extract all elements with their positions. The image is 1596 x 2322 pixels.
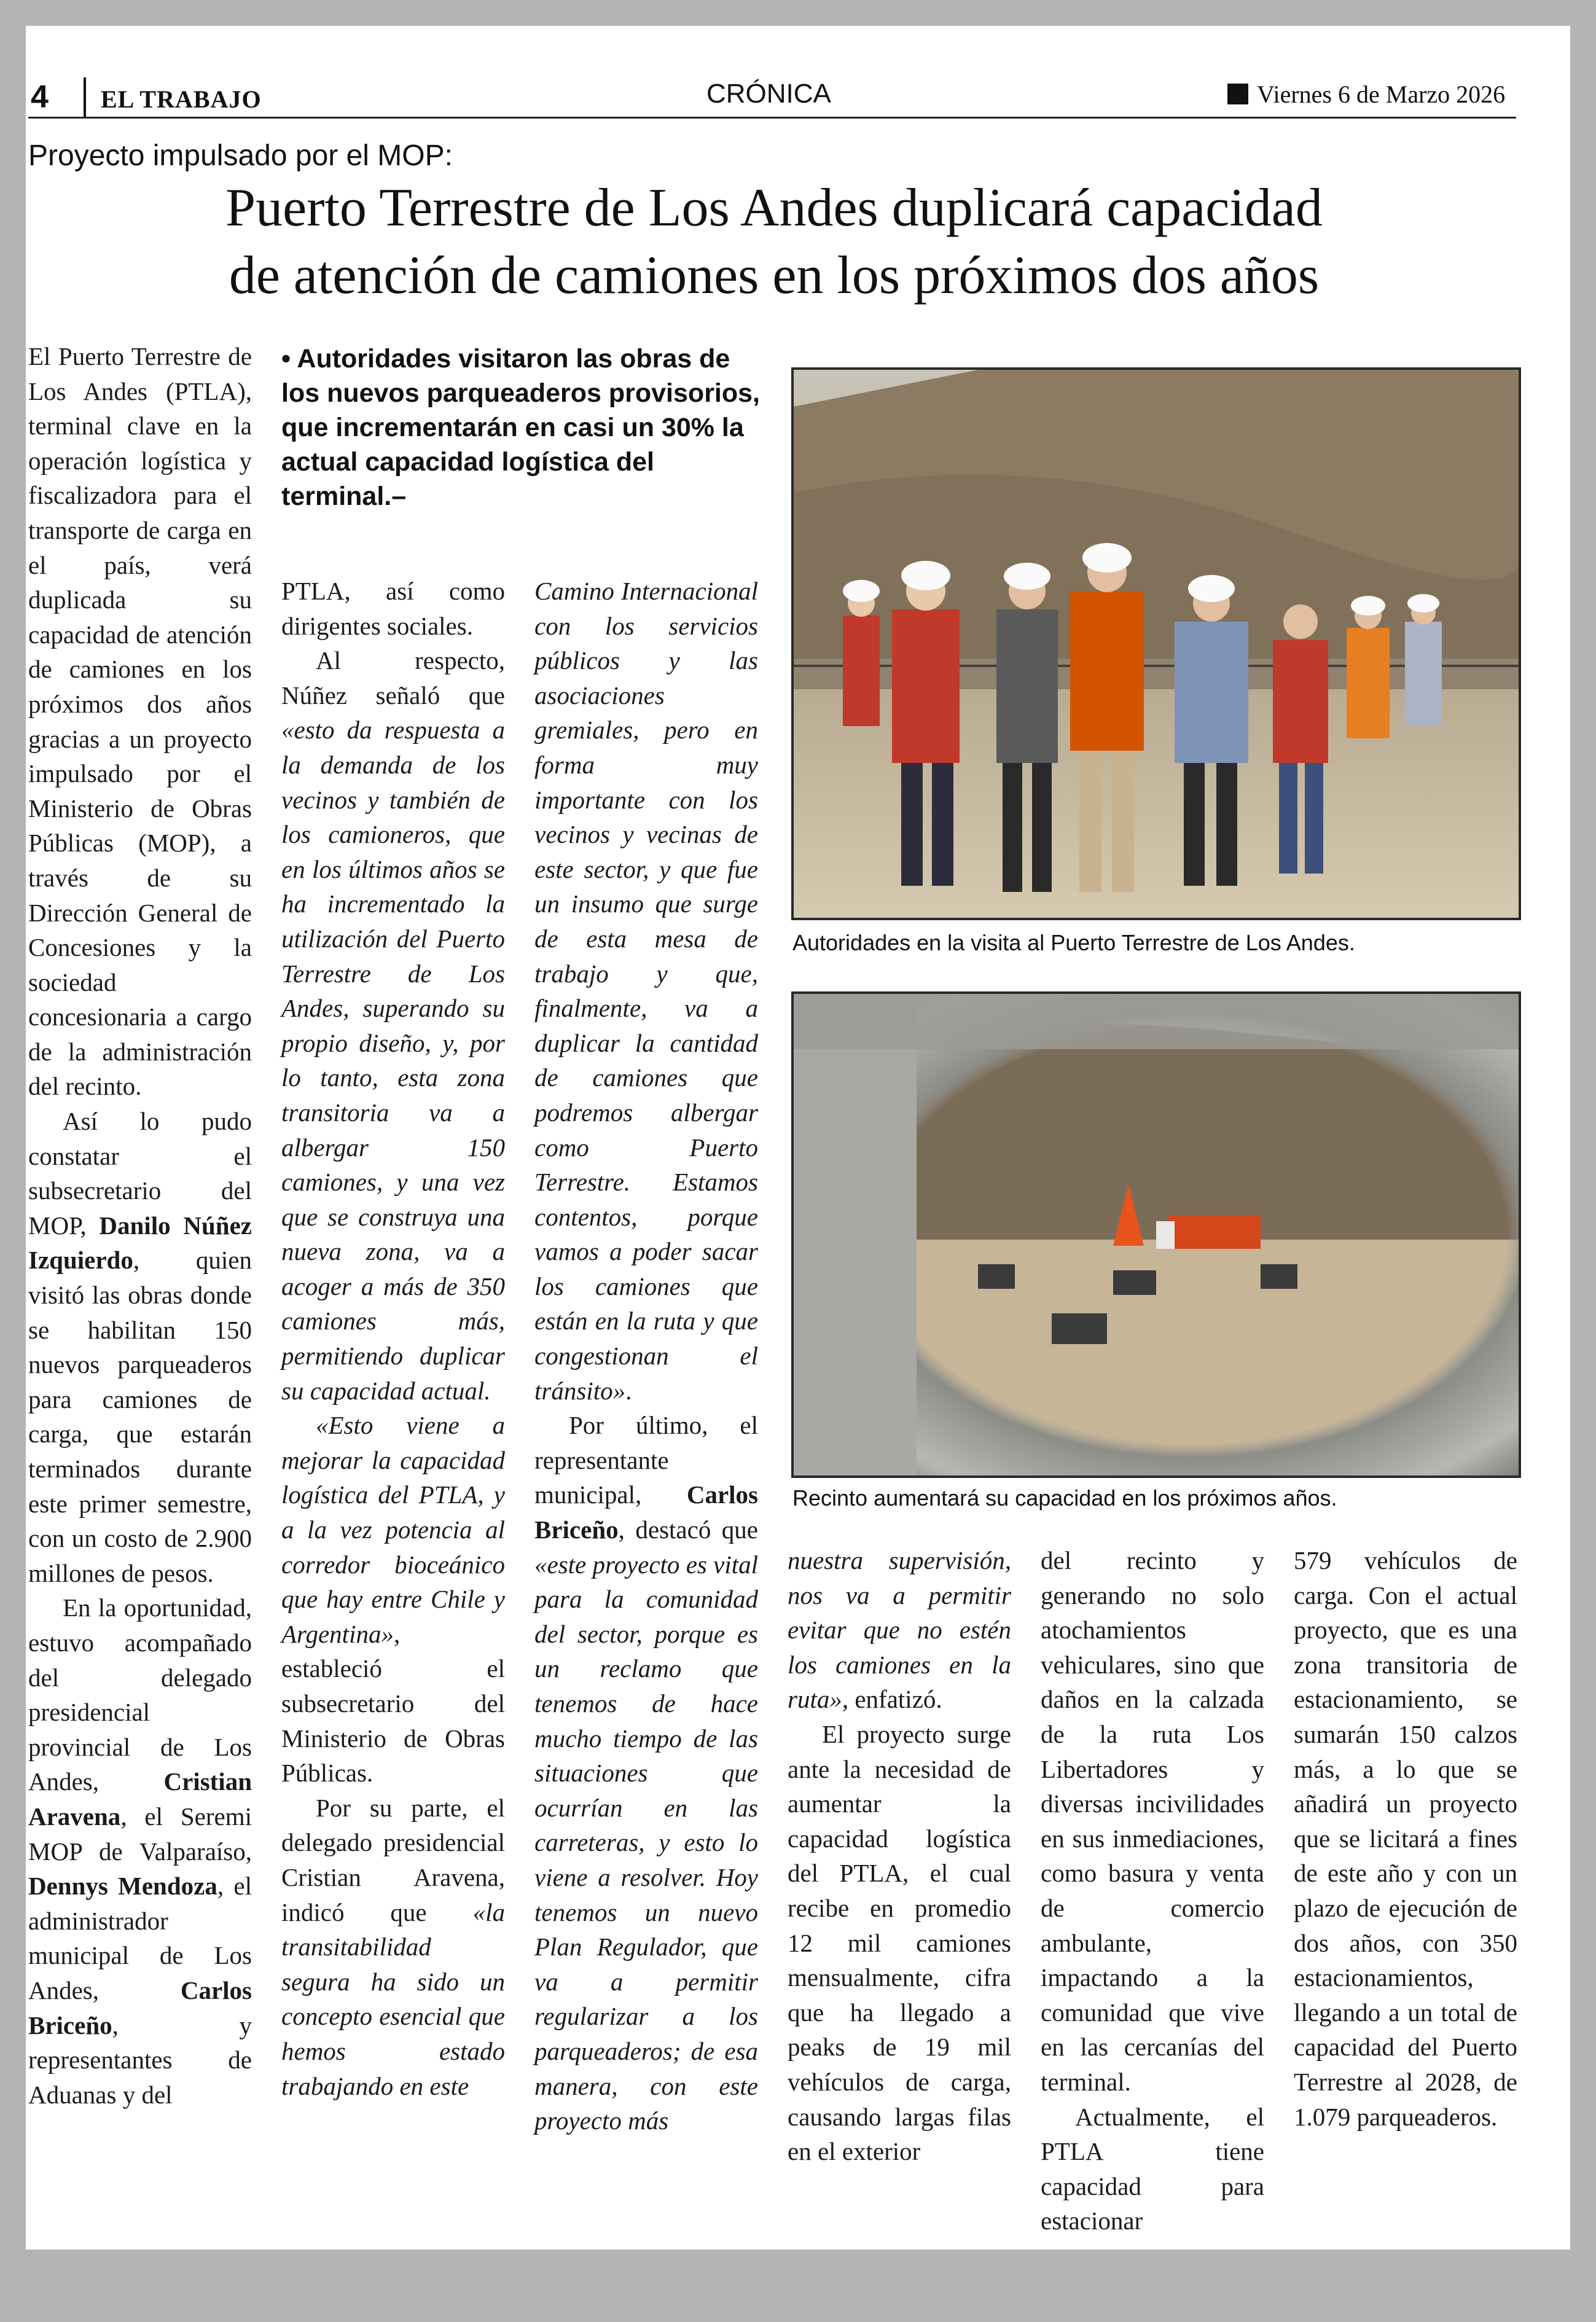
person-name: Cristian Aravena: [28, 1767, 252, 1831]
article-column-3: [534, 574, 758, 2195]
paragraph: nuestra supervisión, nos va a permitir evitar que no estén los camiones en la ruta», enfatizó.: [788, 1546, 1011, 1714]
article-column-2: [281, 574, 505, 2195]
issue-date: Viernes 6 de Marzo 2026: [1257, 80, 1506, 108]
headline-line-2: de atención de camiones en los próximos dos años: [229, 246, 1320, 305]
paragraph: del recinto y generando no solo atochamientos vehiculares, sino que daños en la calzada de la ruta Los Libertadores y diversas incivilidades en sus inmediaciones, como basura y venta de comercio ambulante, impactando a la comunidad que vive en las cercanías del terminal.: [1041, 1546, 1264, 2096]
photo-construction-site: [791, 991, 1521, 1478]
headline-line-1: Puerto Terrestre de Los Andes duplicará capacidad: [225, 178, 1323, 238]
square-bullet-icon: [1227, 84, 1248, 104]
article-column-4: [788, 1543, 1011, 2194]
paragraph: Actualmente, el PTLA tiene capacidad para estacionar: [1041, 2102, 1264, 2235]
article-column-6: [1294, 1543, 1517, 2194]
article-column-5: [1041, 1543, 1264, 2235]
quote: «Esto viene a mejorar la capacidad logística del PTLA, y a la vez potencia al corredor bioceánico que hay entre Chile y Argentina»: [281, 1411, 505, 1648]
paragraph: En la oportunidad, estuvo acompañado del delegado presidencial provincial de Los Andes, Cristian Aravena, el Seremi MOP de Valparaíso, Dennys Mendoza, el administrador municipal de Los Andes, Carlos Briceño, y representantes de Aduanas y del: [28, 1593, 252, 2109]
paragraph: Así lo pudo constatar el subsecretario del MOP, Danilo Núñez Izquierdo, quien visitó las obras donde se habilitan 150 nuevos parqueaderos para camiones de carga, que estarán terminados durante este primer semestre, con un costo de 2.900 millones de pesos.: [28, 1107, 252, 1587]
quote: «la transitabilidad segura ha sido un concepto esencial que hemos estado trabajando en este: [281, 1898, 505, 2100]
photo-authorities-visit: [791, 367, 1521, 920]
paragraph: 579 vehículos de carga. Con el actual proyecto, que es una zona transitoria de estacionamiento, se sumarán 150 calzos más, a lo que se añadirá un proyecto que se licitará a fines de este año y con un plazo de ejecución de dos años, con 350 estacionamientos, llegando a un total de capacidad del Puerto Terrestre al 2028, de 1.079 parqueaderos.: [1294, 1546, 1517, 2131]
paragraph: «Esto viene a mejorar la capacidad logística del PTLA, y a la vez potencia al corredor bioceánico que hay entre Chile y Argentina», estableció el subsecretario del Ministerio de Obras Públicas.: [281, 1411, 505, 1788]
person-name: Danilo Núñez Izquierdo: [28, 1211, 252, 1275]
article-kicker: Proyecto impulsado por el MOP:: [28, 139, 453, 172]
quote: «este proyecto es vital para la comunidad del sector, porque es un reclamo que tenemos de hace mucho tiempo de las situaciones que ocurrían en las carreteras, y esto lo viene a resolver. Hoy tenemos un nuevo Plan Regulador, que va a permitir regularizar a los parqueaderos; de esa manera, con este proyecto más: [534, 1550, 758, 2135]
header-rule: [28, 117, 1516, 119]
paragraph: PTLA, así como dirigentes sociales.: [281, 577, 505, 640]
photo-caption: Autoridades en la visita al Puerto Terrestre de Los Andes.: [792, 930, 1355, 955]
article-column-1: [28, 339, 252, 2194]
article-deck: • Autoridades visitaron las obras de los nuevos parqueaderos provisorios, que incrementarán en casi un 30% la actual capacidad logística del terminal.–: [281, 344, 760, 511]
quote: «esto da respuesta a la demanda de los vecinos y también de los camioneros, que en los últimos años se ha incrementado la utilización del Puerto Terrestre de Los Andes, superando su propio diseño, y, por lo tanto, esta zona transitoria va a albergar 150 camiones, y una vez que se construya una nueva zona, va a acoger a más de 350 camiones más, permitiendo duplicar su capacidad actual.: [281, 716, 505, 1405]
photo-caption: Recinto aumentará su capacidad en los próximos años.: [792, 1485, 1337, 1511]
article-headline: [92, 174, 1456, 310]
quote: nuestra supervisión, nos va a permitir evitar que no estén los camiones en la ruta»: [788, 1546, 1011, 1714]
paragraph: Por su parte, el delegado presidencial Cristian Aravena, indicó que «la transitabilidad segura ha sido un concepto esencial que hemos estado trabajando en este: [281, 1793, 505, 2100]
paragraph: El Puerto Terrestre de Los Andes (PTLA), terminal clave en la operación logística y fiscalizadora para el transporte de carga en el país, verá duplicada su capacidad de atención de camiones en los próximos dos años gracias a un proyecto impulsado por el Ministerio de Obras Públicas (MOP), a través de su Dirección General de Concesiones y la sociedad concesionaria a cargo de la administración del recinto.: [28, 342, 252, 1101]
paragraph: Camino Internacional con los servicios públicos y las asociaciones gremiales, pero en forma muy importante con los vecinos y vecinas de este sector, y que fue un insumo que surge de esta mesa de trabajo y que, finalmente, va a duplicar la cantidad de camiones que podremos albergar como Puerto Terrestre. Estamos contentos, porque vamos a poder sacar los camiones que están en la ruta y que congestionan el tránsito».: [534, 577, 758, 1405]
header-divider: [84, 77, 86, 118]
person-name: Carlos Briceño: [534, 1480, 758, 1544]
quote: Camino Internacional con los servicios públicos y las asociaciones gremiales, pero en forma muy importante con los vecinos y vecinas de este sector, y que fue un insumo que surge de esta mesa de trabajo y que, finalmente, va a duplicar la cantidad de camiones que podremos albergar como Puerto Terrestre. Estamos contentos, porque vamos a poder sacar los camiones que están en la ruta y que congestionan el tránsito»: [534, 577, 758, 1405]
page-number: 4: [31, 79, 49, 115]
newspaper-name: EL TRABAJO: [101, 85, 262, 113]
section-name: CRÓNICA: [706, 79, 831, 109]
paragraph: Al respecto, Núñez señaló que «esto da respuesta a la demanda de los vecinos y también de los camioneros, que en los últimos años se ha incrementado la utilización del Puerto Terrestre de Los Andes, superando su propio diseño, y, por lo tanto, esta zona transitoria va a albergar 150 camiones, y una vez que se construya una nueva zona, va a acoger a más de 350 camiones más, permitiendo duplicar su capacidad actual.: [281, 646, 505, 1405]
paragraph: Por último, el representante municipal, Carlos Briceño, destacó que «este proyecto es vital para la comunidad del sector, porque es un reclamo que tenemos de hace mucho tiempo de las situaciones que ocurrían en las carreteras, y esto lo viene a resolver. Hoy tenemos un nuevo Plan Regulador, que va a permitir regularizar a los parqueaderos; de esa manera, con este proyecto más: [534, 1411, 758, 2135]
paragraph: El proyecto surge ante la necesidad de aumentar la capacidad logística del PTLA, el cual recibe en promedio 12 mil camiones mensualmente, cifra que ha llegado a peaks de 19 mil vehículos de carga, causando largas filas en el exterior: [788, 1719, 1011, 2166]
person-name: Carlos Briceño: [28, 1976, 252, 2039]
person-name: Dennys Mendoza: [28, 1872, 217, 1901]
